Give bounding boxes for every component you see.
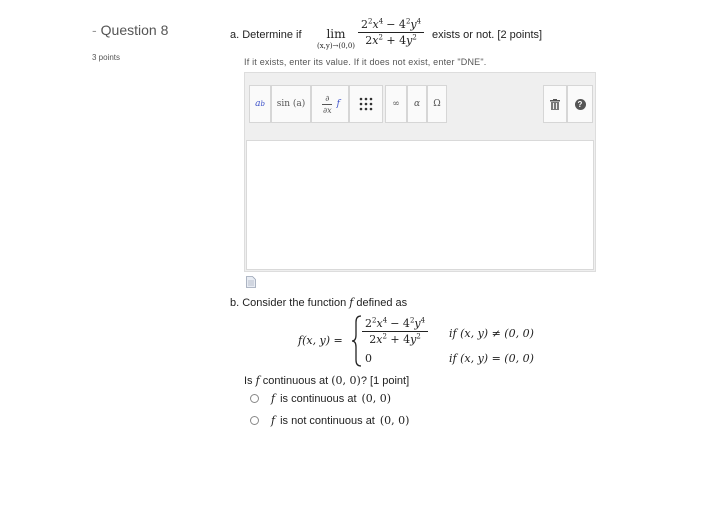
partial-f: f xyxy=(336,99,340,109)
part-a-suffix: exists or not. [2 points] xyxy=(432,29,543,41)
limit-word: lim xyxy=(326,27,346,41)
option-continuous-radio[interactable] xyxy=(250,394,259,403)
part-b-question-point: (0, 0) xyxy=(331,374,361,387)
piecewise-case1-condition: if (x, y) ≠ (0, 0) xyxy=(449,327,534,340)
piecewise-case1-value: $\frac{2^2x^4 - 4^2y^4}{2x^2 + 4y^2}$ xyxy=(362,317,428,346)
part-b-question-mid: continuous at xyxy=(262,375,329,387)
infinity-button[interactable] xyxy=(385,85,407,123)
question-title: Question 8 xyxy=(100,22,169,38)
sin-label: sin (a) xyxy=(276,99,306,109)
question-header xyxy=(92,22,168,38)
option-continuous[interactable] xyxy=(250,392,391,405)
option-not-continuous-point: (0, 0) xyxy=(379,414,410,427)
part-b-question-end: ? [1 point] xyxy=(360,375,410,387)
part-a-hint: If it exists, enter its value. If it does not exist, enter "DNE". xyxy=(244,57,487,67)
partial-bottom: ∂x xyxy=(323,105,332,115)
piecewise-case2-condition: if (x, y) = (0, 0) xyxy=(449,352,534,365)
part-b-intro xyxy=(230,296,407,309)
superscript-button[interactable]: a b xyxy=(249,85,271,123)
help-icon: ? xyxy=(575,99,586,110)
part-b-question-f: f xyxy=(255,374,260,387)
omega-button[interactable] xyxy=(427,85,447,123)
help-button[interactable] xyxy=(567,85,593,123)
piecewise-lhs: f(x, y) = xyxy=(298,334,343,347)
collapse-dash-icon[interactable]: - xyxy=(92,22,97,38)
part-b-intro-text: b. Consider the function xyxy=(230,297,347,309)
limit-subscript: (x,y)→(0,0) xyxy=(316,42,356,50)
matrix-icon xyxy=(359,97,373,111)
alpha-button[interactable] xyxy=(407,85,427,123)
part-b-question xyxy=(244,374,409,387)
option-not-continuous-radio[interactable] xyxy=(250,416,259,425)
option-continuous-f: f xyxy=(271,392,276,405)
question-points: 3 points xyxy=(92,53,121,62)
sin-button[interactable] xyxy=(271,85,311,123)
document-icon[interactable] xyxy=(246,276,256,288)
part-a-prefix: a. Determine if xyxy=(230,29,302,41)
omega-label: Ω xyxy=(433,99,441,109)
infinity-label: ∞ xyxy=(392,99,400,109)
limit-fraction: $\frac{2^2x^4 - 4^2y^4}{2x^2 + 4y^2}$ xyxy=(358,18,424,47)
option-not-continuous[interactable] xyxy=(250,414,409,427)
limit-operator xyxy=(306,27,366,50)
part-b-intro-f: f xyxy=(349,296,354,309)
part-b-question-pre: Is xyxy=(244,375,253,387)
superscript-base: a xyxy=(255,99,261,109)
trash-button[interactable] xyxy=(543,85,567,123)
trash-icon xyxy=(550,99,560,110)
option-not-continuous-text: is not continuous at xyxy=(280,414,375,427)
piecewise-case2-value: 0 xyxy=(365,352,372,365)
option-not-continuous-f: f xyxy=(271,414,276,427)
option-continuous-text: is continuous at xyxy=(280,392,357,405)
answer-input[interactable] xyxy=(246,140,594,270)
partial-derivative-button[interactable] xyxy=(311,85,349,123)
part-b-intro-end: defined as xyxy=(356,297,408,309)
option-continuous-point: (0, 0) xyxy=(361,392,392,405)
alpha-label: α xyxy=(413,99,421,109)
matrix-button[interactable] xyxy=(349,85,383,123)
partial-top: ∂ xyxy=(322,94,332,105)
